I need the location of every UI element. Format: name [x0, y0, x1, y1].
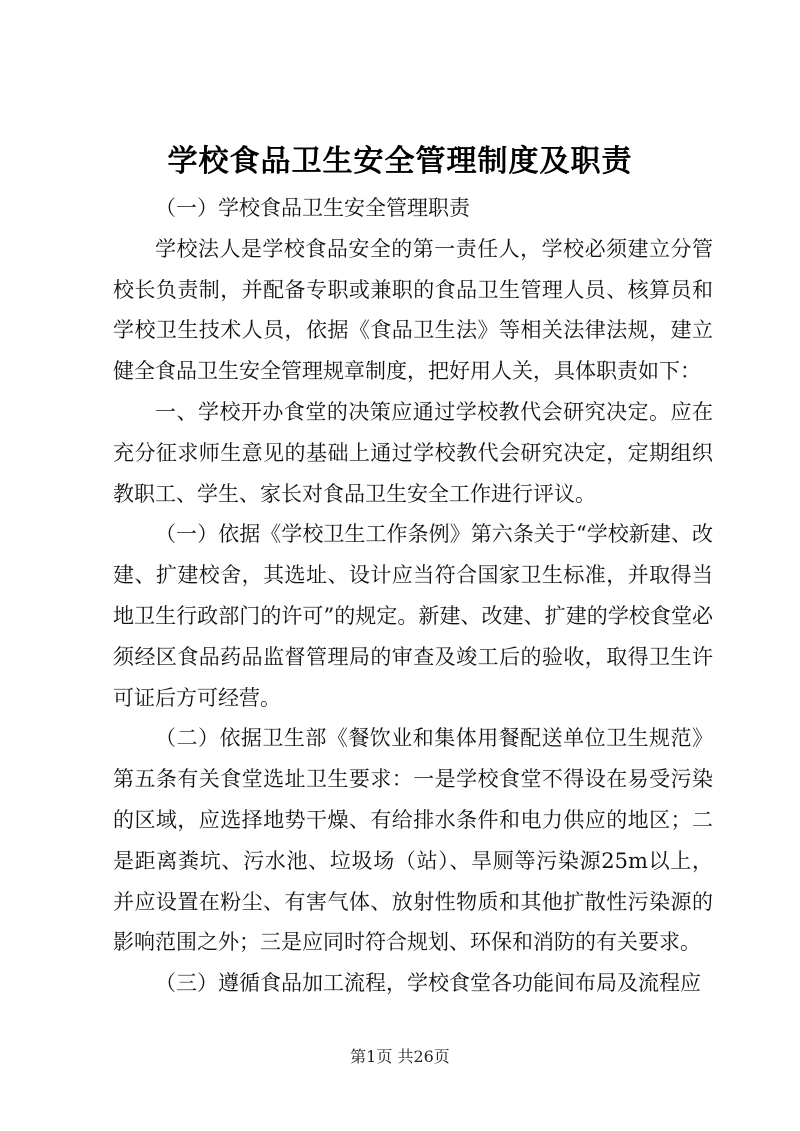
page-number-footer: 第1页 共26页	[350, 1047, 450, 1066]
section-heading: （一）学校食品卫生安全管理职责	[155, 196, 470, 220]
document-title: 学校食品卫生安全管理制度及职责	[167, 144, 633, 179]
document-body	[113, 188, 713, 1004]
body-paragraph: （三）遵循食品加工流程，学校食堂各功能间布局及流程应	[155, 971, 701, 996]
body-paragraph: （一）依据《学校卫生工作条例》第六条关于“学校新建、改建、扩建校舍，其选址、设计应当符合国家卫生标准，并取得当地卫生行政部门的许可”的规定。新建、改建、扩建的学校食堂必须经区食品药品监督管理局的审查及竣工后的验收，取得卫生许可证后方可经营。	[113, 522, 713, 710]
body-paragraph: 一、学校开办食堂的决策应通过学校教代会研究决定。应在充分征求师生意见的基础上通过学校教代会研究决定，定期组织教职工、学生、家长对食品卫生安全工作进行评议。	[113, 399, 713, 506]
body-paragraph: 学校法人是学校食品安全的第一责任人，学校必须建立分管校长负责制，并配备专职或兼职的食品卫生管理人员、核算员和学校卫生技术人员，依据《食品卫生法》等相关法律法规，建立健全食品卫生安全管理规章制度，把好用人关，具体职责如下：	[113, 236, 713, 384]
body-paragraph: （二）依据卫生部《餐饮业和集体用餐配送单位卫生规范》第五条有关食堂选址卫生要求：一是学校食堂不得设在易受污染的区域，应选择地势干燥、有给排水条件和电力供应的地区；二是距离粪坑、污水池、垃圾场（站）、旱厕等污染源25m以上，并应设置在粉尘、有害气体、放射性物质和其他扩散性污染源的影响范围之外；三是应同时符合规划、环保和消防的有关要求。	[113, 726, 713, 955]
